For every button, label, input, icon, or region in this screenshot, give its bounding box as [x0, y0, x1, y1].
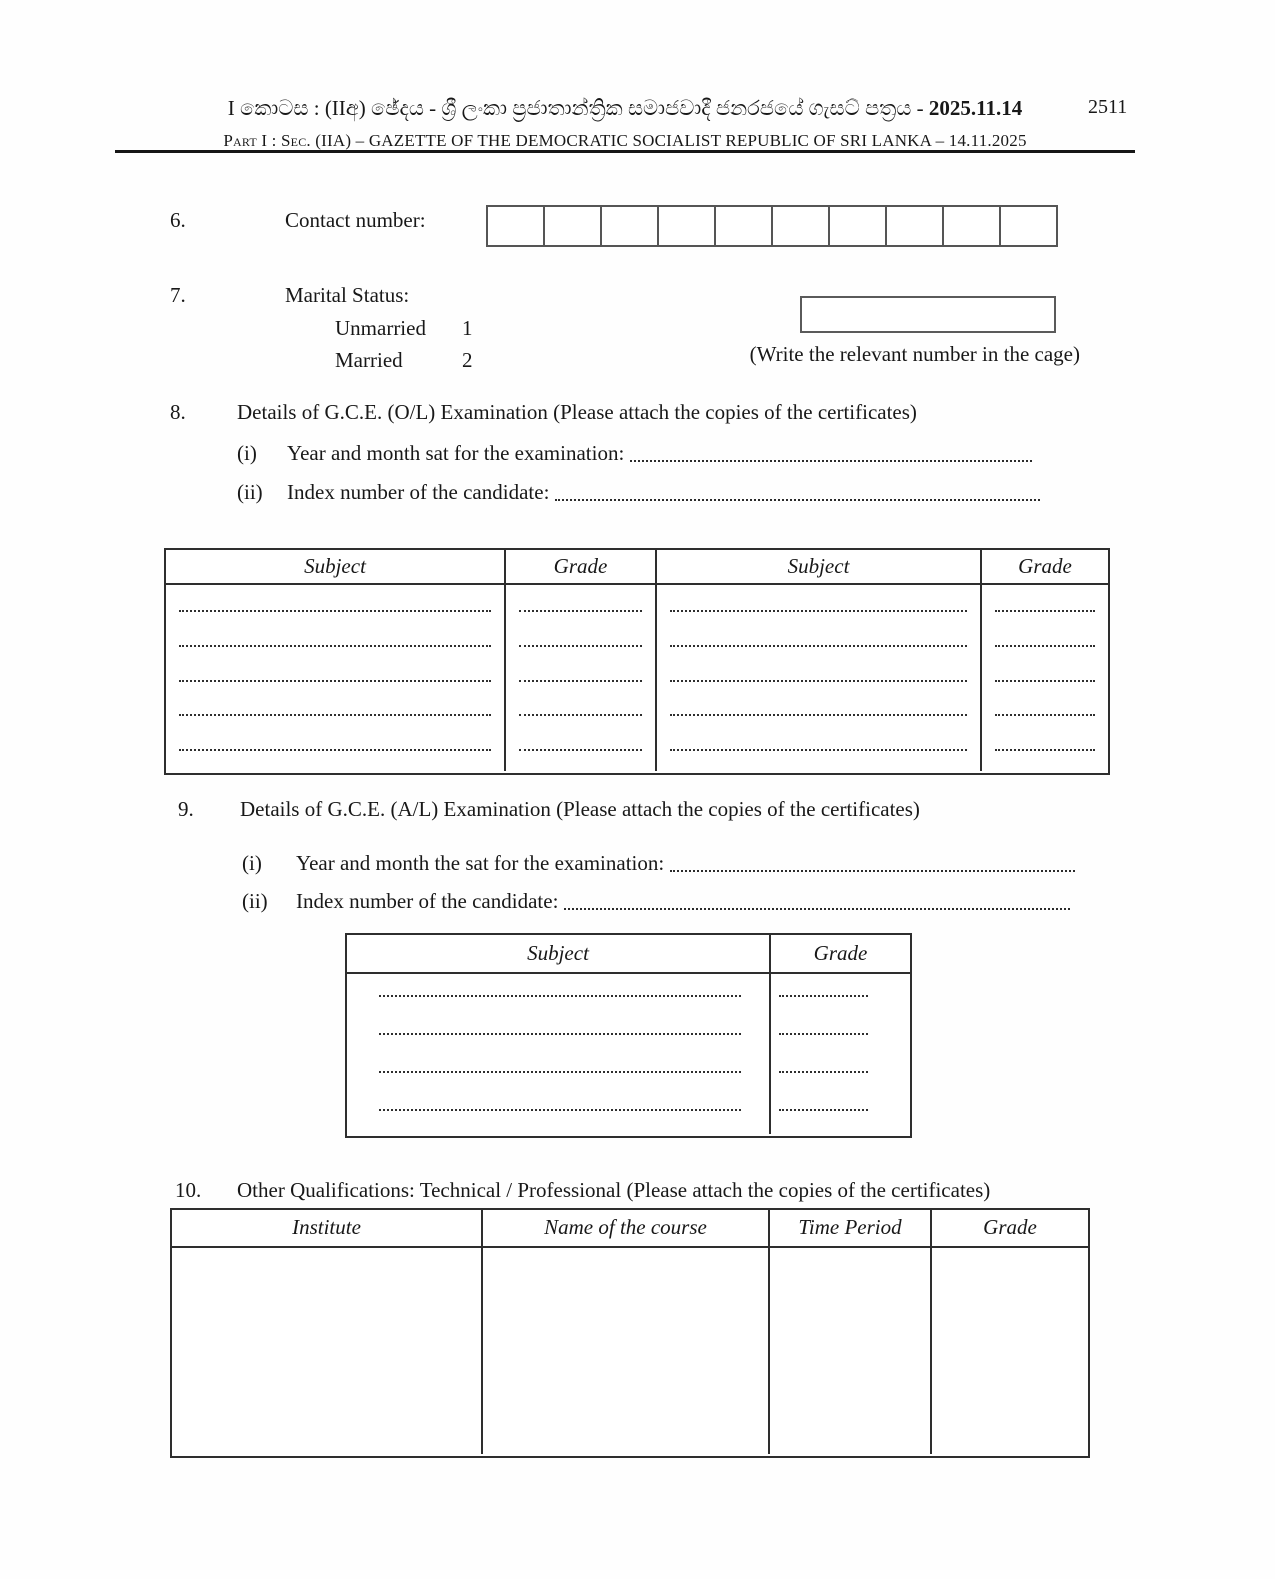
column-header-grade: Grade	[983, 1215, 1037, 1239]
item-7-number: 7.	[170, 283, 186, 307]
marital-status-cage-box	[800, 296, 1056, 333]
ol-subjects-table-body	[166, 585, 1108, 771]
dotted-fill-line	[670, 870, 1075, 872]
dotted-fill-line	[555, 499, 1040, 501]
al-subjects-table	[345, 933, 912, 1138]
dotted-fill-line	[379, 1071, 741, 1073]
dotted-fill-line	[779, 1109, 868, 1111]
column-header-institute: Institute	[172, 1210, 483, 1246]
column-header-grade: Grade	[506, 550, 657, 583]
header-english-prefix: Part I : Sec. (IIA) –	[223, 131, 369, 150]
contact-number-cell	[1001, 207, 1056, 245]
item-8-sub-ii-number: (ii)	[237, 480, 263, 504]
dotted-fill-line	[670, 714, 967, 716]
item-6-number: 6.	[170, 208, 186, 232]
contact-number-cell	[659, 207, 716, 245]
subject-fill-column	[347, 974, 771, 1134]
dotted-fill-line	[995, 610, 1095, 612]
column-header-grade: Grade	[1018, 554, 1072, 578]
dotted-fill-line	[379, 1033, 741, 1035]
item-9-sub-ii-number: (ii)	[242, 889, 268, 913]
column-header-grade: Grade	[813, 941, 868, 965]
dotted-fill-line	[179, 680, 491, 682]
grade-fill-column	[982, 585, 1108, 771]
ol-subjects-table	[164, 548, 1110, 775]
column-header-course-name: Name of the course	[483, 1210, 770, 1246]
contact-number-cell	[716, 207, 773, 245]
dotted-fill-line	[670, 610, 967, 612]
header-sinhala-title	[115, 96, 1135, 121]
dotted-fill-line	[670, 749, 967, 751]
item-8-sub-i-number: (i)	[237, 441, 257, 465]
dotted-fill-line	[379, 995, 741, 997]
dotted-fill-line	[995, 680, 1095, 682]
column-header-subject: Subject	[347, 935, 771, 972]
dotted-fill-line	[179, 645, 491, 647]
dotted-fill-line	[519, 680, 642, 682]
time-period-fill-column	[770, 1248, 932, 1454]
dotted-fill-line	[519, 749, 642, 751]
other-qualifications-table	[170, 1208, 1090, 1458]
contact-number-grid	[486, 205, 1058, 247]
grade-fill-column	[932, 1248, 1088, 1454]
item-8-sub-ii	[237, 480, 1040, 505]
contact-number-cell	[602, 207, 659, 245]
header-english-rest: GAZETTE OF THE DEMOCRATIC SOCIALIST REPUBLIC OF SRI LANKA – 14.11.2025	[368, 131, 1027, 150]
item-9-sub-ii-label: Index number of the candidate:	[296, 889, 559, 913]
subject-fill-column	[657, 585, 982, 771]
contact-number-cell	[773, 207, 830, 245]
item-9-number: 9.	[178, 797, 194, 821]
header-sinhala-date: 2025.11.14	[928, 96, 1023, 120]
course-name-fill-column	[483, 1248, 770, 1454]
dotted-fill-line	[670, 680, 967, 682]
dotted-fill-line	[519, 610, 642, 612]
dotted-fill-line	[630, 460, 1032, 462]
item-8-title: Details of G.C.E. (O/L) Examination (Please attach the copies of the certificates)	[237, 400, 917, 424]
page-number: 2511	[1088, 96, 1128, 118]
contact-number-cell	[545, 207, 602, 245]
dotted-fill-line	[995, 714, 1095, 716]
dotted-fill-line	[779, 1071, 868, 1073]
item-9-sub-i	[242, 851, 1075, 876]
marital-option-married-label: Married	[335, 348, 403, 372]
grade-fill-column	[506, 585, 657, 771]
item-8-sub-i	[237, 441, 1032, 466]
al-subjects-table-header	[347, 935, 910, 974]
other-qualifications-table-body	[172, 1248, 1088, 1454]
ol-subjects-table-header	[166, 550, 1108, 585]
item-7-label: Marital Status:	[285, 283, 410, 307]
column-header-time-period: Time Period	[770, 1210, 932, 1246]
header-sinhala-text: I කොටස : (IIඅ) ඡේදය - ශ්‍රී ලංකා ප්‍රජාතාන්ත්‍රික සමාජවාදී ජනරජයේ ගැසට් පත්‍රය -	[227, 96, 929, 120]
marital-option-unmarried-value: 1	[462, 316, 473, 340]
dotted-fill-line	[179, 749, 491, 751]
dotted-fill-line	[670, 645, 967, 647]
item-8-sub-i-label: Year and month sat for the examination:	[287, 441, 625, 465]
marital-option-married-value: 2	[462, 348, 473, 372]
item-10-number: 10.	[175, 1178, 202, 1202]
item-6-label: Contact number:	[285, 208, 426, 232]
item-8-number: 8.	[170, 400, 186, 424]
dotted-fill-line	[779, 995, 868, 997]
item-9-sub-ii	[242, 889, 1070, 914]
dotted-fill-line	[379, 1109, 741, 1111]
item-8-sub-ii-label: Index number of the candidate:	[287, 480, 550, 504]
column-header-subject: Subject	[166, 550, 506, 583]
al-subjects-table-body	[347, 974, 910, 1134]
header-rule	[115, 150, 1135, 153]
contact-number-cell	[830, 207, 887, 245]
dotted-fill-line	[519, 714, 642, 716]
cage-instruction-note: (Write the relevant number in the cage)	[749, 342, 1080, 366]
grade-fill-column	[771, 974, 910, 1134]
dotted-fill-line	[519, 645, 642, 647]
contact-number-cell	[887, 207, 944, 245]
dotted-fill-line	[779, 1033, 868, 1035]
item-9-sub-i-label: Year and month the sat for the examination:	[296, 851, 665, 875]
dotted-fill-line	[179, 714, 491, 716]
item-10-title: Other Qualifications: Technical / Professional (Please attach the copies of the certificates)	[237, 1178, 991, 1202]
dotted-fill-line	[995, 645, 1095, 647]
item-9-sub-i-number: (i)	[242, 851, 262, 875]
institute-fill-column	[172, 1248, 483, 1454]
contact-number-cell	[944, 207, 1001, 245]
dotted-fill-line	[995, 749, 1095, 751]
other-qualifications-table-header	[172, 1210, 1088, 1248]
dotted-fill-line	[179, 610, 491, 612]
marital-option-unmarried-label: Unmarried	[335, 316, 426, 340]
column-header-subject: Subject	[657, 550, 982, 583]
item-9-title: Details of G.C.E. (A/L) Examination (Please attach the copies of the certificates)	[240, 797, 920, 821]
contact-number-cell	[488, 207, 545, 245]
dotted-fill-line	[564, 908, 1070, 910]
subject-fill-column	[166, 585, 506, 771]
